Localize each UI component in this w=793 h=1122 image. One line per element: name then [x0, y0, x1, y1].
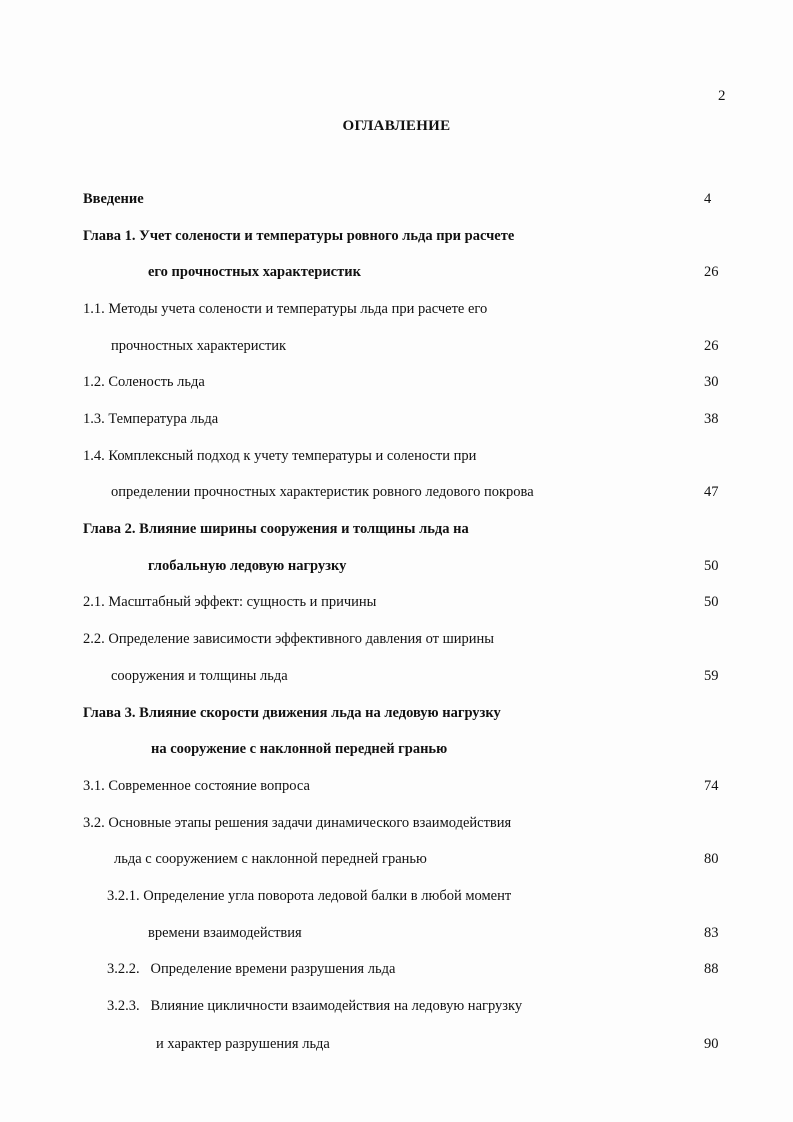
toc-entry-chapter-1-line-2: его прочностных характеристик	[148, 264, 361, 280]
toc-entry-3-2-3-line-1: 3.2.3. Влияние цикличности взаимодействия на ледовую нагрузку	[107, 998, 523, 1014]
toc-entry-1-1-line-2: прочностных характеристик	[111, 338, 287, 354]
toc-page-2-1: 50	[704, 594, 719, 610]
page-title: ОГЛАВЛЕНИЕ	[342, 118, 451, 134]
toc-page-3-2-1: 83	[704, 925, 719, 941]
toc-page-intro: 4	[704, 191, 712, 207]
toc-page-3-1: 74	[704, 778, 719, 794]
toc-entry-3-2-3-line-2: и характер разрушения льда	[156, 1036, 330, 1052]
toc-entry-chapter-2-line-1: Глава 2. Влияние ширины сооружения и толщины льда на	[83, 521, 469, 537]
toc-entry-chapter-3-line-2: на сооружение с наклонной передней гранью	[151, 741, 448, 757]
toc-entry-chapter-1-line-1: Глава 1. Учет солености и температуры ровного льда при расчете	[83, 228, 515, 244]
toc-entry-1-4-line-1: 1.4. Комплексный подход к учету температуры и солености при	[83, 448, 477, 464]
toc-page-1-2: 30	[704, 374, 719, 390]
toc-page-3-2: 80	[704, 851, 719, 867]
toc-entry-1-3: 1.3. Температура льда	[83, 411, 219, 427]
toc-entry-3-1: 3.1. Современное состояние вопроса	[83, 778, 310, 794]
toc-entry-intro: Введение	[83, 191, 144, 207]
toc-page-3-2-3: 90	[704, 1036, 719, 1052]
toc-entry-1-4-line-2: определении прочностных характеристик ровного ледового покрова	[111, 484, 534, 500]
toc-entry-2-2-line-1: 2.2. Определение зависимости эффективного давления от ширины	[83, 631, 495, 647]
toc-page-1-1: 26	[704, 338, 719, 354]
toc-entry-3-2-line-1: 3.2. Основные этапы решения задачи динамического взаимодействия	[83, 815, 512, 831]
toc-page-1-3: 38	[704, 411, 719, 427]
toc-page-3-2-2: 88	[704, 961, 719, 977]
page-number: 2	[718, 88, 726, 104]
toc-entry-chapter-2-line-2: глобальную ледовую нагрузку	[148, 558, 347, 574]
toc-page-chapter-1: 26	[704, 264, 719, 280]
toc-entry-1-1-line-1: 1.1. Методы учета солености и температуры льда при расчете его	[83, 301, 488, 317]
toc-entry-3-2-2: 3.2.2. Определение времени разрушения льда	[107, 961, 396, 977]
toc-entry-2-2-line-2: сооружения и толщины льда	[111, 668, 288, 684]
toc-entry-3-2-line-2: льда с сооружением с наклонной передней гранью	[114, 851, 427, 867]
toc-entry-2-1: 2.1. Масштабный эффект: сущность и причины	[83, 594, 377, 610]
toc-entry-1-2: 1.2. Соленость льда	[83, 374, 205, 390]
toc-entry-chapter-3-line-1: Глава 3. Влияние скорости движения льда на ледовую нагрузку	[83, 705, 501, 721]
toc-page-2-2: 59	[704, 668, 719, 684]
toc-entry-3-2-1-line-2: времени взаимодействия	[148, 925, 302, 941]
toc-page-1-4: 47	[704, 484, 719, 500]
toc-page-chapter-2: 50	[704, 558, 719, 574]
toc-entry-3-2-1-line-1: 3.2.1. Определение угла поворота ледовой балки в любой момент	[107, 888, 512, 904]
